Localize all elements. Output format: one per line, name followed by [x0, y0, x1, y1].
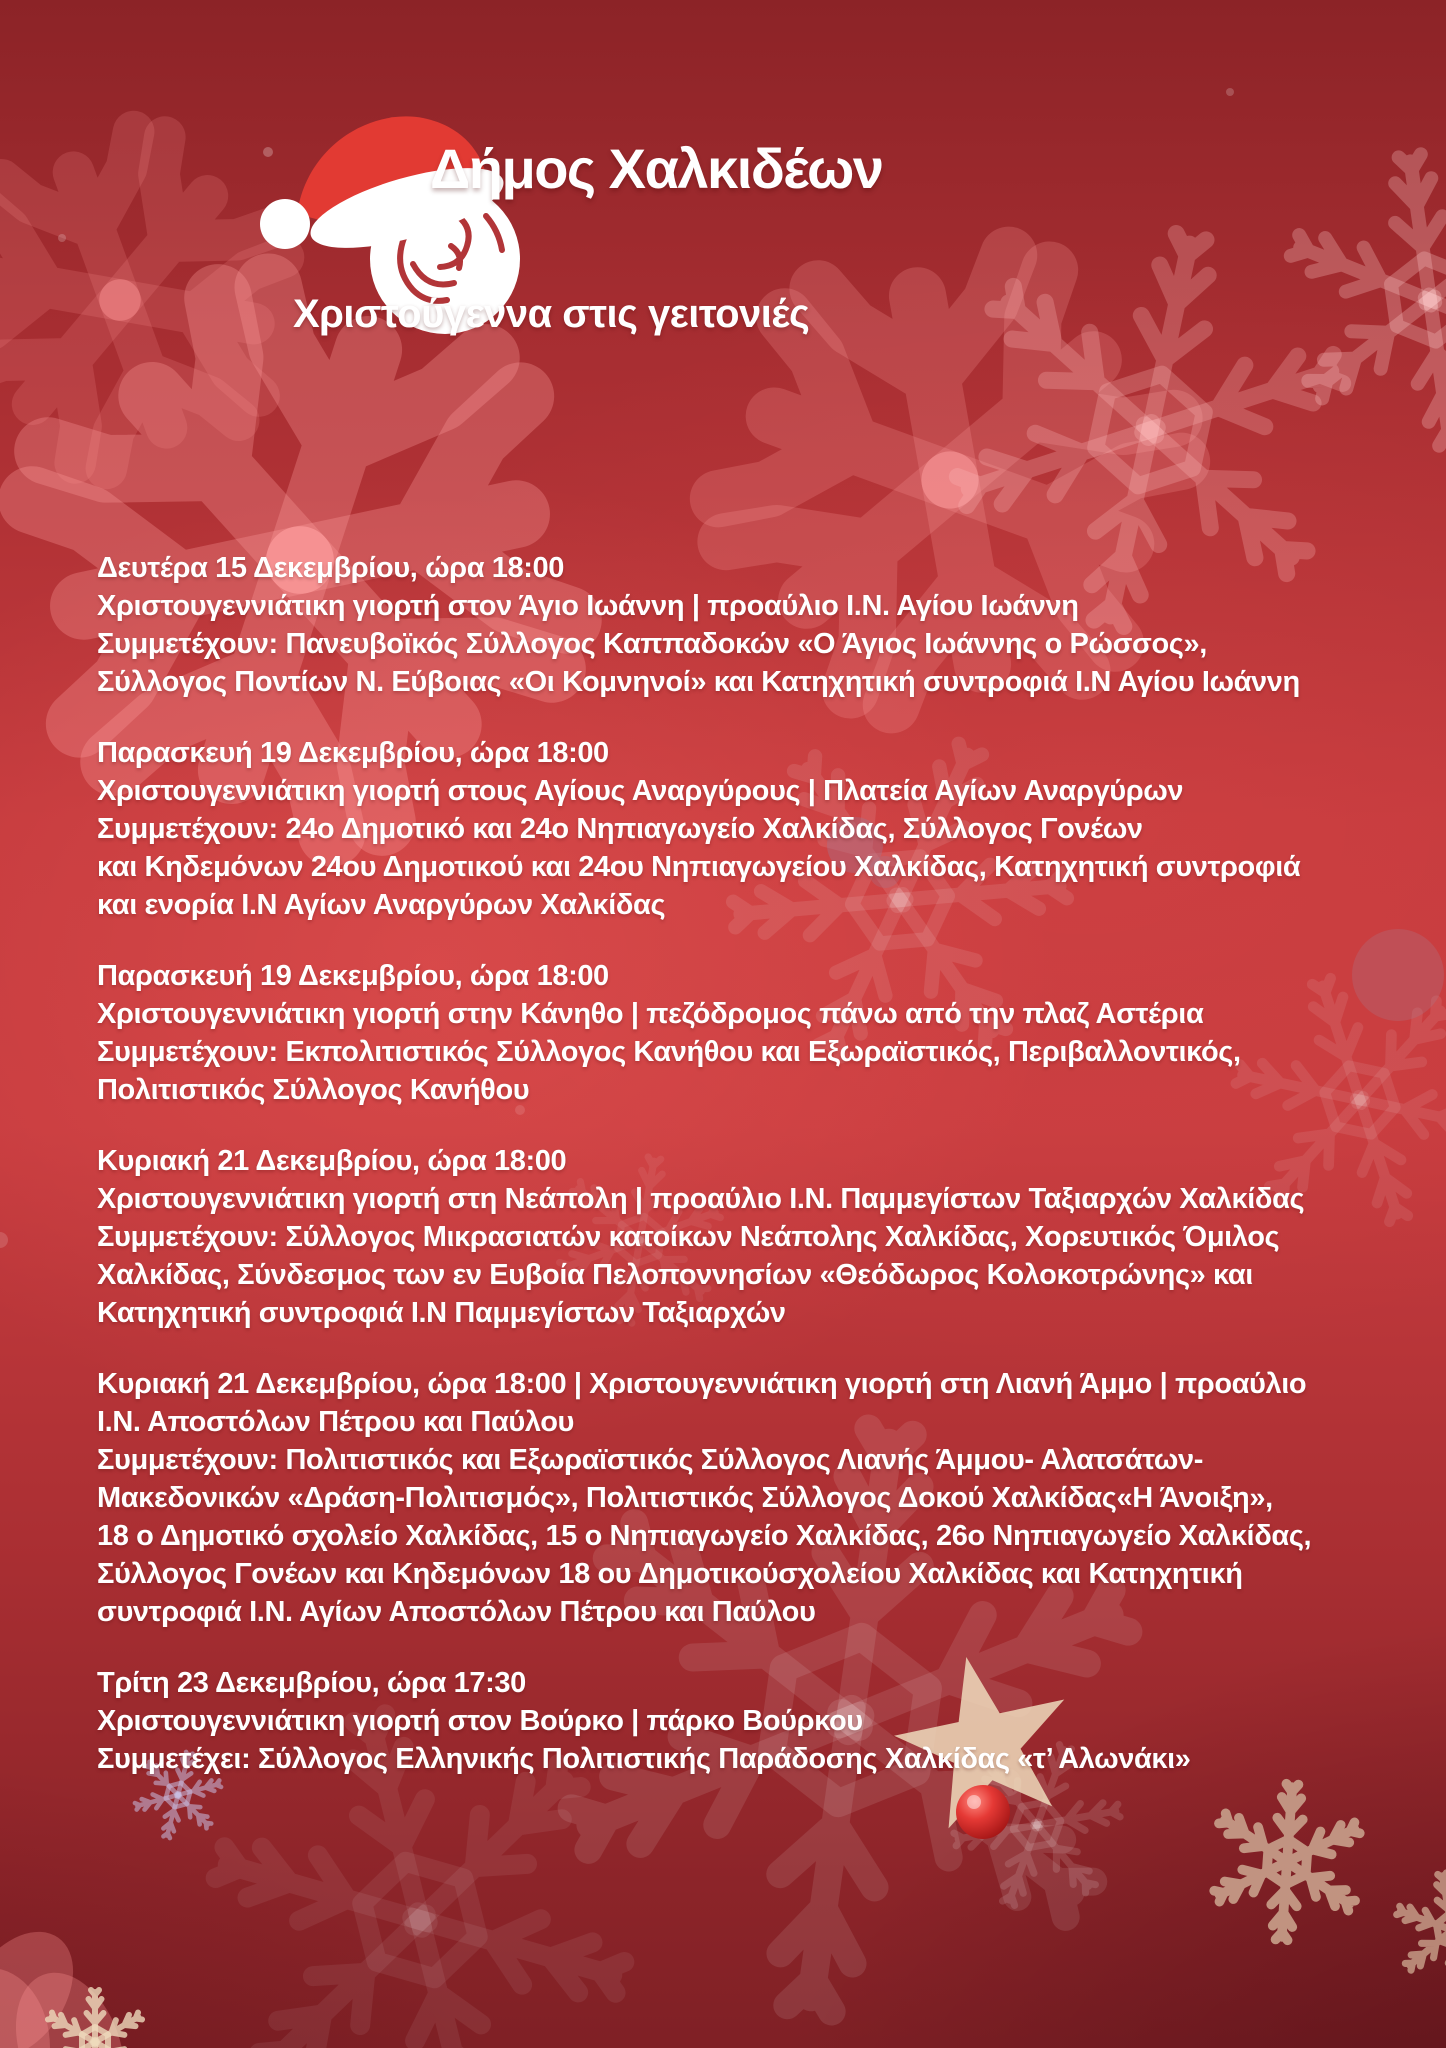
event-line: Πολιτιστικός Σύλλογος Κανήθου — [97, 1074, 530, 1106]
event-line: 18 ο Δημοτικό σχολείο Χαλκίδας, 15 ο Νηπιαγωγείο Χαλκίδας, 26ο Νηπιαγωγείο Χαλκίδας, — [97, 1520, 1312, 1552]
events-list — [97, 549, 1427, 1811]
event-line: Παρασκευή 19 Δεκεμβρίου, ώρα 18:00 — [97, 960, 609, 992]
bokeh-circle — [0, 1232, 8, 1248]
event-line: Συμμετέχουν: 24ο Δημοτικό και 24ο Νηπιαγωγείο Χαλκίδας, Σύλλογος Γονέων — [97, 813, 1143, 845]
event-line: Τρίτη 23 Δεκεμβρίου, ώρα 17:30 — [97, 1667, 526, 1699]
event-line: Κυριακή 21 Δεκεμβρίου, ώρα 18:00 | Χριστουγεννιάτικη γιορτή στη Λιανή Άμμο | προαύλιο — [97, 1368, 1307, 1400]
event-line: Χαλκίδας, Σύνδεσμος των εν Ευβοία Πελοποννησίων «Θεόδωρος Κολοκοτρώνης» και — [97, 1259, 1253, 1291]
snow-dot — [1226, 88, 1234, 96]
snowflake-icon — [1273, 137, 1446, 464]
event-line: Χριστουγεννιάτικη γιορτή στην Κάνηθο | πεζόδρομος πάνω από την πλαζ Αστέρια — [97, 998, 1204, 1030]
event-block-1 — [97, 549, 1427, 701]
event-line: Κυριακή 21 Δεκεμβρίου, ώρα 18:00 — [97, 1145, 567, 1177]
event-line: Συμμετέχουν: Εκπολιτιστικός Σύλλογος Κανήθου και Εξωραϊστικός, Περιβαλλοντικός, — [97, 1036, 1241, 1068]
event-line: Κατηχητική συντροφιά Ι.Ν Παμμεγίστων Ταξιαρχών — [97, 1297, 786, 1329]
event-line: Χριστουγεννιάτικη γιορτή στους Αγίους Αναργύρους | Πλατεία Αγίων Αναργύρων — [97, 775, 1184, 807]
event-line: Χριστουγεννιάτικη γιορτή στον Άγιο Ιωάννη | προαύλιο Ι.Ν. Αγίου Ιωάννη — [97, 590, 1079, 622]
event-line: συντροφιά Ι.Ν. Αγίων Αποστόλων Πέτρου και Παύλου — [97, 1596, 816, 1628]
event-line: Μακεδονικών «Δράση-Πολιτισμός», Πολιτιστικός Σύλλογος Δοκού Χαλκίδας«Η Άνοιξη», — [97, 1482, 1273, 1514]
event-line: Συμμετέχει: Σύλλογος Ελληνικής Πολιτιστικής Παράδοσης Χαλκίδας «τ’ Αλωνάκι» — [97, 1743, 1191, 1775]
snow-dot — [58, 234, 66, 242]
poster-title: Χριστούγεννα στις γειτονιές — [293, 292, 810, 336]
event-line: Σύλλογος Ποντίων Ν. Εύβοιας «Οι Κομνηνοί» και Κατηχητική συντροφιά Ι.Ν Αγίου Ιωάννη — [97, 666, 1300, 698]
event-line: Σύλλογος Γονέων και Κηδεμόνων 18 ου Δημοτικούσχολείου Χαλκίδας και Κατηχητική — [97, 1558, 1243, 1590]
event-block-5 — [97, 1365, 1427, 1631]
event-block-6 — [97, 1664, 1427, 1778]
event-line: Ι.Ν. Αποστόλων Πέτρου και Παύλου — [97, 1406, 575, 1438]
event-line: και ενορία Ι.Ν Αγίων Αναργύρων Χαλκίδας — [97, 889, 666, 921]
snowflake-icon — [1389, 1864, 1446, 1995]
event-line: Χριστουγεννιάτικη γιορτή στη Νεάπολη | προαύλιο Ι.Ν. Παμμεγίστων Ταξιαρχών Χαλκίδας — [97, 1183, 1305, 1215]
event-line: Παρασκευή 19 Δεκεμβρίου, ώρα 18:00 — [97, 737, 609, 769]
municipality-name: Δήμος Χαλκιδέων — [430, 137, 883, 200]
event-block-3 — [97, 957, 1427, 1109]
event-line: και Κηδεμόνων 24ου Δημοτικού και 24ου Νηπιαγωγείου Χαλκίδας, Κατηχητική συντροφιά — [97, 851, 1301, 883]
event-block-4 — [97, 1142, 1427, 1332]
event-line: Συμμετέχουν: Πανευβοϊκός Σύλλογος Καππαδοκών «Ο Άγιος Ιωάννης ο Ρώσσος», — [97, 628, 1207, 660]
event-line: Χριστουγεννιάτικη γιορτή στον Βούρκο | πάρκο Βούρκου — [97, 1705, 863, 1737]
event-line: Δευτέρα 15 Δεκεμβρίου, ώρα 18:00 — [97, 552, 564, 584]
event-line: Συμμετέχουν: Πολιτιστικός και Εξωραϊστικός Σύλλογος Λιανής Άμμου- Αλατσάτων- — [97, 1444, 1203, 1476]
event-block-2 — [97, 734, 1427, 924]
event-line: Συμμετέχουν: Σύλλογος Μικρασιατών κατοίκων Νεάπολης Χαλκίδας, Χορευτικός Όμιλος — [97, 1221, 1280, 1253]
